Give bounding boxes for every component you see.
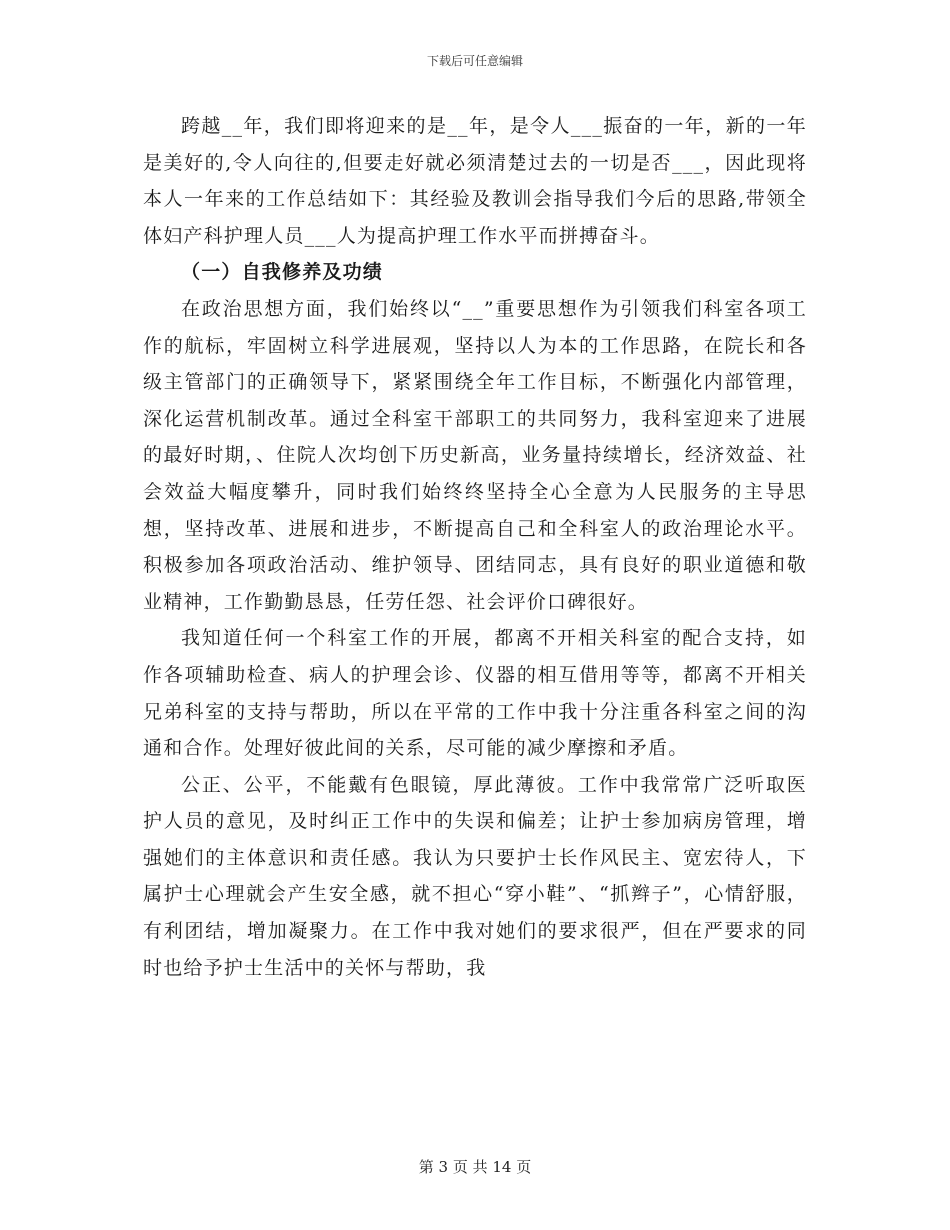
paragraph-cooperation: 我知道任何一个科室工作的开展，都离不开相关科室的配合支持，如作各项辅助检查、病人的护理会诊、仪器的相互借用等等，都离不开相关兄弟科室的支持与帮助，所以在平常的工作中我十分注重各科室之间的沟通和合作。处理好彼此间的关系，尽可能的减少摩擦和矛盾。 [143, 627, 807, 760]
section-heading: （一）自我修养及功绩 [181, 261, 384, 284]
document-body [143, 108, 807, 986]
paragraph-fairness: 公正、公平，不能戴有色眼镜，厚此薄彼。工作中我常常广泛听取医护人员的意见，及时纠正工作中的失误和偏差；让护士参加病房管理，增强她们的主体意识和责任感。我认为只要护士长作风民主、宽宏待人，下属护士心理就会产生安全感，就不担心“穿小鞋”、“抓辫子”，心情舒服，有利团结，增加凝聚力。在工作中我对她们的要求很严，但在严要求的同时也给予护士生活中的关怀与帮助，我 [143, 773, 807, 979]
page-number: 第 3 页 共 14 页 [418, 1158, 532, 1176]
paragraph-intro: 跨越__年，我们即将迎来的是__年，是令人___振奋的一年，新的一年是美好的,令人向往的,但要走好就必须清楚过去的一切是否___，因此现将本人一年来的工作总结如下：其经验及教训会指导我们今后的思路,带领全体妇产科护理人员___人为提高护理工作水平而拼搏奋斗。 [143, 115, 807, 247]
header-note: 下载后可任意编辑 [426, 54, 523, 68]
paragraph-political: 在政治思想方面，我们始终以“__”重要思想作为引领我们科室各项工作的航标，牢固树立科学进展观，坚持以人为本的工作思路，在院长和各级主管部门的正确领导下，紧紧围绕全年工作目标，不断强化内部管理，深化运营机制改革。通过全科室干部职工的共同努力，我科室迎来了进展的最好时期，、住院人次均创下历史新高，业务量持续增长，经济效益、社会效益大幅度攀升，同时我们始终终坚持全心全意为人民服务的主导思想，坚持改革、进展和进步，不断提高自己和全科室人的政治理论水平。积极参加各项政治活动、维护领导、团结同志，具有良好的职业道德和敬业精神，工作勤勤恳恳，任劳任怨、社会评价口碑很好。 [143, 297, 807, 613]
